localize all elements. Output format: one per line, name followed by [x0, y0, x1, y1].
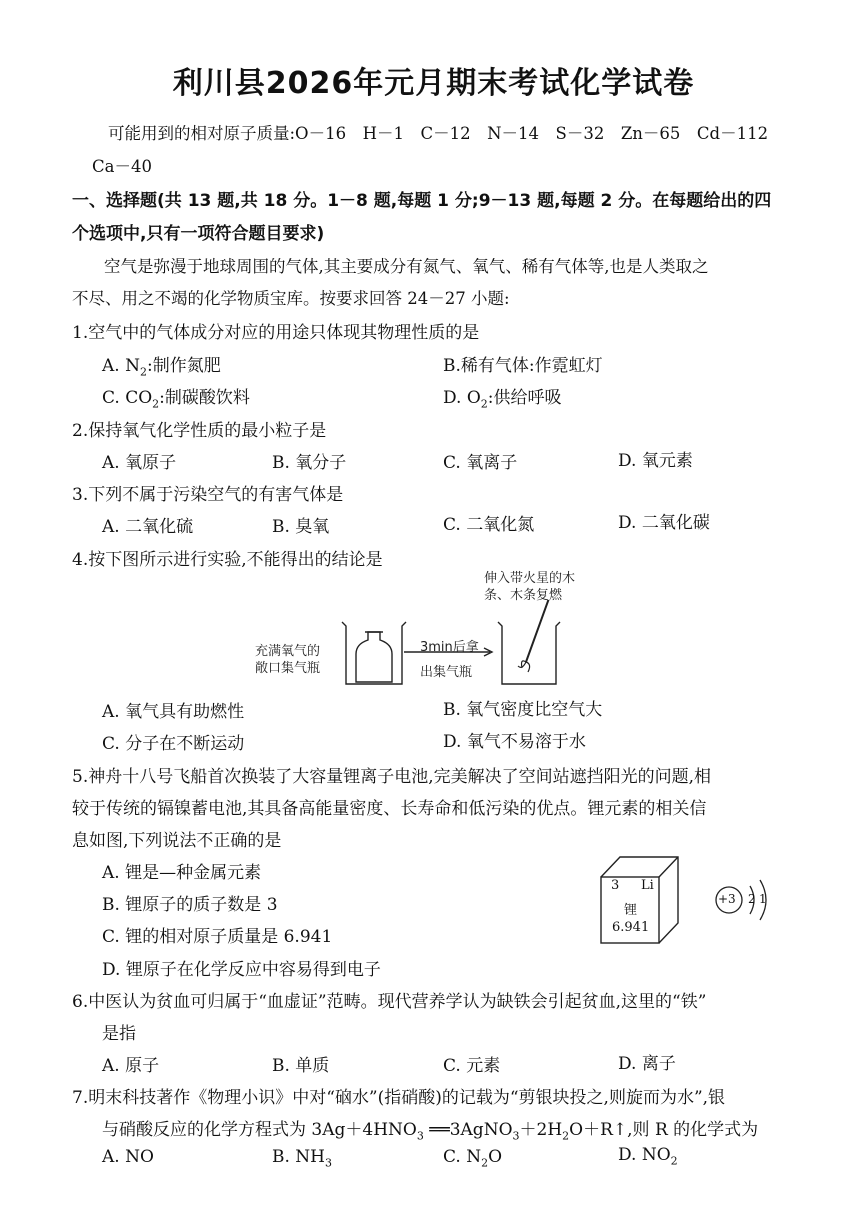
q2-option-c: C. 氧离子 — [443, 453, 518, 473]
q7-option-c: C. $N_2O$ — [443, 1147, 503, 1170]
q2-option-a: A. 氧原子 — [102, 453, 177, 473]
q3-option-c: C. 二氧化氮 — [443, 515, 535, 535]
q4-fig-right-label2: 条、木条复燃 — [484, 588, 563, 603]
q2-option-d: D. 氧元素 — [618, 451, 693, 471]
q1-option-d: D. $O_2$:供给呼吸 — [443, 388, 562, 411]
q4-option-c: C. 分子在不断运动 — [102, 734, 245, 754]
q3-stem: 3.下列不属于污染空气的有害气体是 — [72, 485, 344, 505]
q4-fig-arrow-label1: 3min后拿 — [420, 640, 479, 655]
q1-stem: 1.空气中的气体成分对应的用途只体现其物理性质的是 — [72, 323, 480, 343]
q1-option-a: A. $N_2$:制作氮肥 — [102, 356, 221, 379]
q4-option-b: B. 氧气密度比空气大 — [443, 700, 603, 720]
q6-stem-line1: 6.中医认为贫血可归属于“血虚证”范畴。现代营养学认为缺铁会引起贫血,这里的“铁” — [72, 992, 707, 1012]
q4-option-d: D. 氧气不易溶于水 — [443, 732, 586, 752]
q6-option-a: A. 原子 — [102, 1056, 160, 1076]
q4-stem: 4.按下图所示进行实验,不能得出的结论是 — [72, 550, 383, 570]
element-name: 锂 — [624, 903, 638, 918]
section1-heading-line1: 一、选择题(共 13 题,共 18 分。1－8 题,每题 1 分;9－13 题,每题 2 分。在每题给出的四 — [72, 191, 772, 211]
splint-icon — [526, 600, 552, 662]
q3-option-a: A. 二氧化硫 — [102, 517, 194, 537]
q5-option-b: B. 锂原子的质子数是 3 — [102, 895, 278, 915]
q6-option-d: D. 离子 — [618, 1054, 676, 1074]
q4-fig-left-label1: 充满氧气的 — [255, 644, 321, 659]
q5-option-d: D. 锂原子在化学反应中容易得到电子 — [102, 960, 381, 980]
q6-option-c: C. 元素 — [443, 1056, 501, 1076]
q2-stem: 2.保持氧气化学性质的最小粒子是 — [72, 421, 327, 441]
q2-option-b: B. 氧分子 — [272, 453, 347, 473]
q4-fig-left-label2: 敞口集气瓶 — [255, 661, 321, 676]
q4-option-a: A. 氧气具有助燃性 — [102, 702, 245, 722]
q6-option-b: B. 单质 — [272, 1056, 330, 1076]
q7-stem-line1: 7.明末科技著作《物理小识》中对“硇水”(指硝酸)的记载为“剪银块投之,则旋而为水”,银 — [72, 1088, 726, 1108]
nucleus-charge: +3 — [718, 892, 736, 906]
intro-line2: 不尽、用之不竭的化学物质宝库。按要求回答 24－27 小题: — [72, 289, 510, 308]
q5-stem-line2: 较于传统的镉镍蓄电池,其具备高能量密度、长寿命和低污染的优点。锂元素的相关信 — [72, 799, 707, 819]
q5-stem-line1: 5.神舟十八号飞船首次换装了大容量锂离子电池,完美解决了空间站遮挡阳光的问题,相 — [72, 767, 712, 787]
q7-option-d: D. $NO_2$ — [618, 1145, 678, 1168]
q5-stem-line3: 息如图,下列说法不正确的是 — [72, 831, 282, 851]
element-symbol: Li — [641, 878, 654, 893]
q7-option-b: B. $NH_3$ — [272, 1147, 333, 1170]
q3-option-d: D. 二氧化碳 — [618, 513, 710, 533]
q5-option-a: A. 锂是—种金属元素 — [102, 863, 262, 883]
section1-heading-line2: 个选项中,只有一项符合题目要求) — [72, 224, 325, 244]
q3-option-b: B. 臭氧 — [272, 517, 330, 537]
gas-bottle-icon — [356, 632, 392, 682]
q4-fig-right-label1: 伸入带火星的木 — [484, 571, 576, 586]
q5-option-c: C. 锂的相对原子质量是 6.941 — [102, 927, 333, 947]
q7-option-a: A. NO — [102, 1147, 154, 1167]
element-atomic-mass: 6.941 — [612, 920, 650, 935]
page-title: 利川县2026年元月期末考试化学试卷 — [172, 66, 695, 101]
atomic-masses-line2: Ca－40 — [92, 157, 152, 176]
q7-stem-line2: 与硝酸反应的化学方程式为 $3Ag+4HNO_3$ $══3AgNO_3+2H_2O+R↑$,则 R 的化学式为 — [102, 1120, 759, 1143]
q1-option-c: C. $CO_2$:制碳酸饮料 — [102, 388, 250, 411]
beaker-left-icon — [342, 622, 406, 684]
shell1-electrons: 2 — [748, 892, 756, 906]
atomic-masses-line1: 可能用到的相对原子质量:O－16 H－1 C－12 N－14 S－32 Zn－65 Cd－112 — [108, 124, 769, 143]
q6-stem-line2: 是指 — [102, 1024, 136, 1044]
q4-fig-arrow-label2: 出集气瓶 — [420, 665, 473, 680]
q4-experiment-diagram — [330, 600, 570, 690]
shell2-electrons: 1 — [759, 892, 767, 906]
q1-option-b: B.稀有气体:作霓虹灯 — [443, 356, 603, 376]
intro-line1: 空气是弥漫于地球周围的气体,其主要成分有氮气、氧气、稀有气体等,也是人类取之 — [104, 257, 709, 276]
flame-icon — [518, 661, 530, 672]
element-atomic-number: 3 — [611, 878, 620, 893]
